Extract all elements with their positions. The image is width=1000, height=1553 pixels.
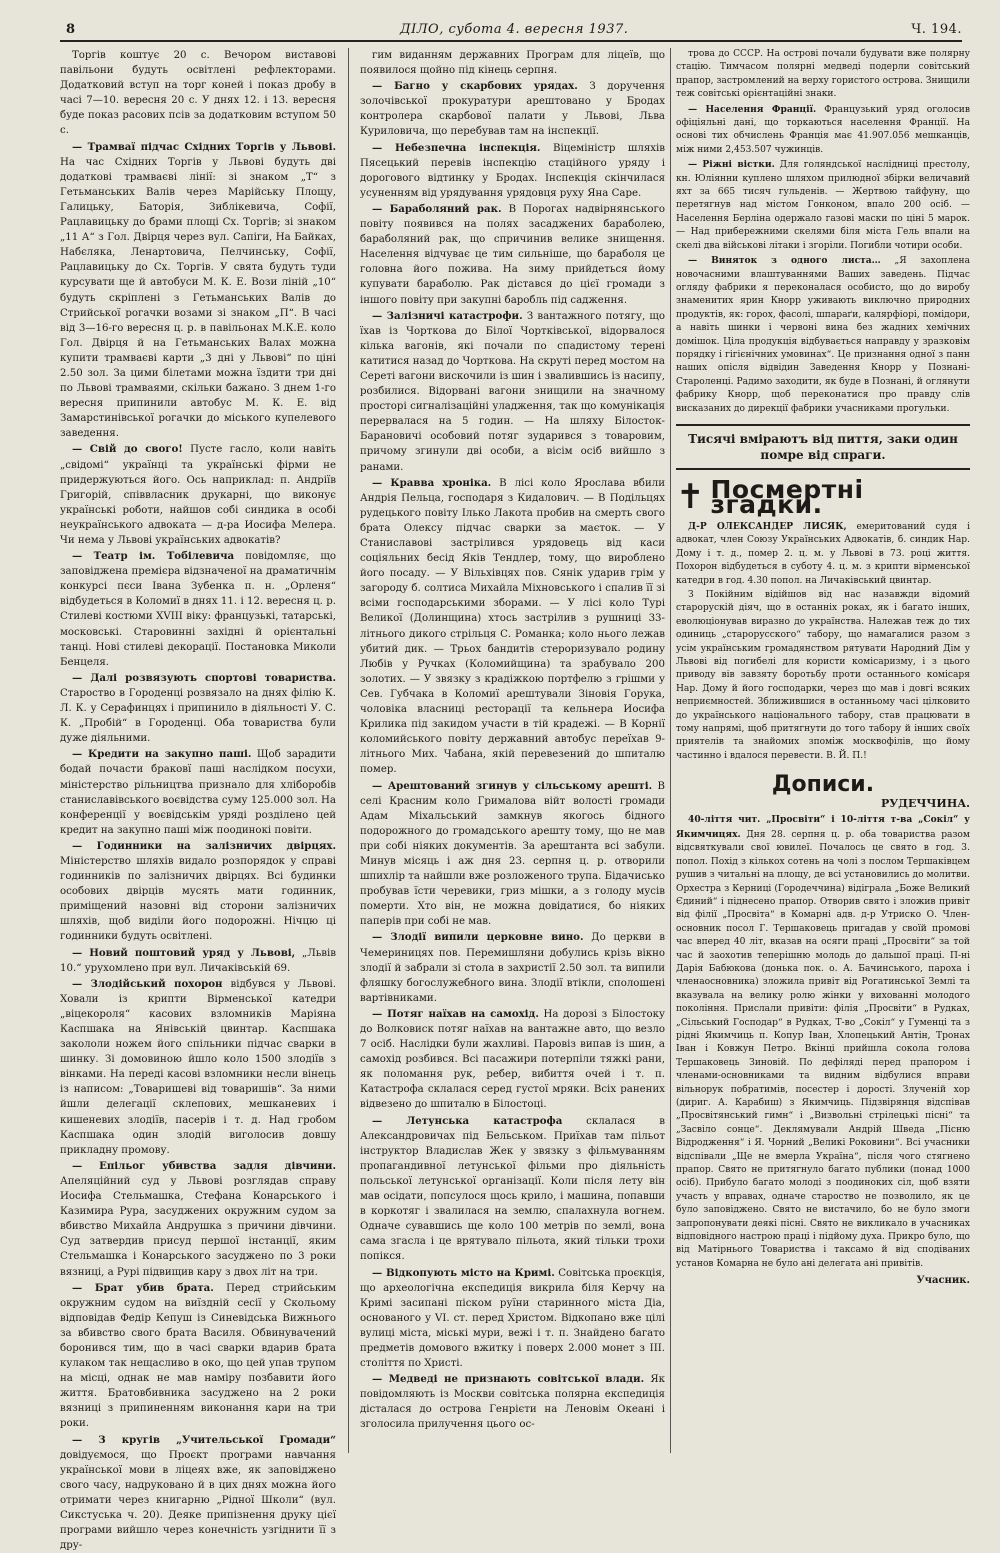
obituary-text bbox=[676, 520, 970, 763]
article-text: „Я захоплена новочасними влаштуваннями Ваших заведень. Підчас огляду фабрики я переконалася особисто, що до виробу знаменитих ярин Кнорр уживають виключно природних продуктів, як: горох, фасолі, шпараґи, калярфіорі, помідори, а навіть шинки і червоні вина без жадних хемічних домішок. Ціла продукція відбувається направду у зразковім порядку і гігієнічних умовинах“. Це признання одної з панн наших опісля відвідин Заведення Кнорр у Познані-Староленці. Радимо заходити, як буде в Познані, й оглянути фабрику Кнорр, щоб переконатися про правду слів висказаних до дирекції фабрики учасниками прогульки. bbox=[676, 256, 970, 414]
cross-icon: ✝ bbox=[676, 476, 705, 517]
article-text: До церкви в Чемериницях пов. Перемишляни добулись крізь вікно злодії й забрали зі стола в захристії 2.50 зол. та випили фляшку богослужебного вина. Злодії втікли, сполошені вартівниками. bbox=[360, 932, 665, 1004]
article-paragraph bbox=[60, 977, 336, 1158]
page-number: 8 bbox=[66, 22, 76, 37]
article-heading: — Арештований згинув у сільському арешті. bbox=[372, 779, 653, 792]
article-text: Апеляційний суд у Львові розглядав справу Иосифа Стельмашка, Стефана Конарського і Казимира Рура, засуджених окружним судом за вбивство Михайла Андрушка з причини дівчини. Суд затвердив присуд першої інстанції, яким Стельмашка і Конарського засуджено по 3 роки вязниці, а Рурі підвищив кару з двох літ на три. bbox=[60, 1175, 336, 1278]
article-heading: — Населення Франції. bbox=[688, 103, 817, 115]
header-rule bbox=[60, 40, 962, 42]
dispatch-body: Дня 28. серпня ц. р. оба товариства разом відсвяткували свої ювилеї. Почалось це свято в год. 3. попол. Похід з кількох сотень на чолі з послом Тершаківцем рушив з читальні на площу, де всі установились до молитви. Орхестра з Керниці (Городеччина) відіграла „Боже Великий Єдиний“ і піднесено прапор. Отворив свято і зложив привіт від філії „Просвіта“ в Комарні адв. д-р Утриско О. Член-основник посол Г. Тершаковець пригадав у своїй промові час вперед 40 літ, вказав на осяги праці „Просвіти“ за той час й заохотив теперішню молодь до дальшої праці. П-ні Дарія Бабюкова (донька пок. о. А. Бачинського, пароха і членаосновника) зложила привіт від Рогатинської Землі та вказувала на велику ролю жінки у вихованні молодого покоління. Прислали привіти: філія „Просвіти“ в Рудках, „Сільський Господар“ в Рудках, Т-во „Сокіл“ у Гуменці та з рідні Якимчиць п. Копур Іван, Хлопецький Антін, Тронах Іван і Ковжун Петро. Вкінці прийшла сокола голова Тершаковець Зиновій. По дефіляді перед прапором і членами-основниками та видним відбулися вправи вільнорук побратимів, посестер і дорості. Злученій хор (дириг. А. Карабиш) з Якимчиць. Підзвірянця відспівав „Просвітянський гимн“ і „Визвольні стрілецькі пісні“ та „Засвіло сонце“. Деклямували Андрій Шведа „Пісню Відродження“ і Я. Чорний „Великі Роковини“. Всі учасники відспівали „Ще не вмерла Україна“, після чого стягнено прапор. Свято не притягнуло багато публики (понад 1000 осіб). Прибуло багато молоді з поодиноких сіл, щоб взяти участь у вправах, одначе староство не позволило, як це було заповіджено. Свято не вистачило, бо не було змоги запропонувати деякі пісні. Свято не викликало в учасниках відповідного настрою праці і підйому духа. Прикро було, що від Матірнього Товариства і таксамо й від сподіваних установ Комарна не було ані делегата ані привітів. bbox=[676, 829, 970, 1269]
article-paragraph bbox=[360, 1007, 665, 1113]
article-paragraph bbox=[676, 103, 970, 158]
article-heading: — Медведі не признають совітської влади. bbox=[372, 1373, 645, 1386]
article-heading: — Брат убив брата. bbox=[72, 1281, 214, 1294]
obituary-header bbox=[676, 474, 970, 519]
article-text: Міністерство шляхів видало розпорядок у справі годинників по залізничих двірцях. Всі будинки особових двірців мусять мати годинник, приміщений назовні від сторони залізничих шляхів, щоб виділи його подорожні. Нічцю ці годинники будуть освітлені. bbox=[60, 855, 336, 943]
article-heading: — Відкопують місто на Кримі. bbox=[372, 1266, 555, 1279]
obituary-title: Посмертні згадки. bbox=[710, 474, 864, 519]
article-text: емеритований судя і адвокат, член Союзу Українських Адвокатів, б. синдик Нар. Дому і т. д., помер 2. ц. м. у Львові в 73. році життя. Похорон відбудеться в суботу 4. ц. м. з крипти вірменської катедри в год. 4.30 попол. на Личаківський цвинтар. bbox=[676, 521, 970, 586]
article-paragraph bbox=[360, 476, 665, 778]
article-paragraph bbox=[60, 140, 336, 442]
dispatch-lead: 40-ліття чит. „Просвіти“ і 10-ліття т-ва „Сокіл“ у Якимчицях. bbox=[676, 814, 970, 840]
article-paragraph bbox=[60, 1433, 336, 1553]
article-paragraph bbox=[60, 946, 336, 976]
article-heading: — Кредити на закупно паші. bbox=[72, 748, 252, 761]
article-paragraph bbox=[360, 202, 665, 308]
article-text: „Львів 10.“ урухомлено при вул. Личаківській 69. bbox=[60, 947, 336, 974]
article-paragraph bbox=[676, 589, 970, 763]
dispatch-text bbox=[676, 813, 970, 1271]
article-text: Перед стрийським окружним судом на виїздній сесії у Скольому відповідав Федір Кепуш із Синевідська Вижнього за вбивство свого брата Василя. Обвинувачений боронився тим, що в часі сварки вдарив брата кулаком так нещасливо в око, що цей упав трупом на місці, однак не мав наміру позбавити його життя. Братовбивника засуджено на 2 роки вязниці з припиненням виконання кари на три роки. bbox=[60, 1282, 336, 1430]
article-text: В Порогах надвірнянського повіту появився на полях засаджених бараболею, бараболяний рак, що спричинив велике знищення. Населення відчуває це тим сильніше, що бараболя це головна його пожива. На зиму прийдеться йому купувати бараболю. Рак дістався до цієї громади з іншого повіту при закупні баробль під садження. bbox=[360, 203, 665, 306]
article-heading: — Виняток з одного листа… bbox=[688, 255, 881, 267]
article-heading: — Кравва хроніка. bbox=[372, 476, 492, 489]
article-text: Віцеміністр шляхів Пясецький перевів інспекцію стаційного уряду і дорогового відтинку у Бродах. Інспекція скінчилася усуненням від урядування урядовця руху Яна Саре. bbox=[360, 142, 665, 199]
article-text: Староство в Городенці розвязало на днях філію К. Л. К. у Серафинцях і припинило в діяльності У. С. К. „Пробій“ в Городенці. Оба товариства були дуже діяльними. bbox=[60, 687, 336, 745]
article-text: З доручення золочівської прокуратури арештовано у Бродах контролера скарбової палати у Львові, Льва Куриловича, що перебував там на інспекції. bbox=[360, 81, 665, 138]
article-paragraph bbox=[60, 747, 336, 838]
article-text: В селі Красним коло Грималова війт волості громади Адам Міхальський замкнув якогось бідного подорожного до громадського арешту тому, що не мав при собі ніяких документів. За арештанта всі забули. Минув місяць і аж дня 23. серпня ц. р. отворили шпихлір та найшли вже розложеного трупа. Бідачисько пробував їсти черевики, гриз мішки, а з голоду мусів померти. Хто він, не можна довідатися, бо ніяких паперів при собі не мав. bbox=[360, 780, 665, 928]
article-text: Щоб зарадити бодай почасти браковї паші наслідком посухи, міністерство рільництва признало для хліборобів станиславівського воєвідства суму 125.000 зол. На конференції у воєвідськім уряді розділено цей кредит на закупно паші між поодинокі повіти. bbox=[60, 749, 336, 836]
article-heading: — З кругів „Учительської Громади“ bbox=[72, 1433, 336, 1446]
article-paragraph bbox=[60, 549, 336, 670]
column-3 bbox=[676, 48, 970, 1463]
section-title-dopysy: Дописи. bbox=[771, 772, 875, 798]
article-text: відбувся у Львові. Ховали із крипти Вірменської катедри „віцекороля“ касових взломників Маріяна Каспшака на Янівській цвинтар. Каспшака закололи ножем його спільники підчас сварки в шинку. Зі домовиною йшло коло 1500 злодіїв з вінками. На переді касові взломники несли вінець із написом: „Товаришеві від товаришів“. За ними йшли делегації склепових, мешканевих і кишеневих злодіїв, пасерів і т. д. Над гробом Каспшака один злодій виголосив довшу прикладну промову. bbox=[60, 978, 336, 1156]
news-items bbox=[676, 48, 970, 416]
column-2 bbox=[360, 48, 665, 1458]
article-heading: — Небезпечна інспекція. bbox=[372, 141, 541, 154]
column-divider bbox=[670, 48, 671, 1453]
article-text: З Покійним відійшов від нас назавжди відомий старорускій діяч, що в останніх роках, як і багато інших, еволюціонував виразно до українства. Належав теж до тих одиниць „старорусского“ табору, що намагалися разом з усім українським громадянством рятувати Народний Дім у Львові від погибелі для користи комісаризму, і з цього приводу вів завзяту боротьбу проти останнього комісаря Нар. Дому й його господарки, через що мав і довгі всяких неприємностей. Зближившися в останньому часі цілковито до українського національного табору, став працювати в тому напрямі, щоб притягнути до того табору й інших своїх приятелів та знайомих зпоміж москвофілів, що йому частинно і вдалося перевести. В. Й. П.! bbox=[676, 590, 970, 761]
article-heading: — Злодії випили церковне вино. bbox=[372, 931, 584, 944]
article-paragraph bbox=[360, 141, 665, 201]
article-text: повідомляє, що заповіджена премієра відзначеної на драматичнім конкурсі пєси Івана Зубенка п. н. „Орленя“ відбудеться в Коломиї в днях 11. і 12. вересня ц. р. Стилеві костюми XVIII віку: французькі, татарські, московські. Старовинні західні й орієнтальні танці. Нові стилеві декорації. Постановка Миколи Бенцеля. bbox=[60, 551, 336, 668]
article-paragraph bbox=[676, 48, 970, 102]
article-text: довідуємося, що Проєкт програми навчання української мови в ліцеях вже, як заповіджено свого часу, надруковано й в цих днях можна його отримати через книгарню „Рідної Школи“ (вул. Сикстуська ч. 20). Деяке припізнення друку цієї програми вийшло через конечність узгіднити її з дру- bbox=[60, 1449, 336, 1552]
article-text: На дорозі з Білостоку до Волковиск потяг наїхав на вантажне авто, що везло 7 осіб. Наслідки були жахливі. Паровіз випав із шин, а самохід розбився. Всі пасажири потерпіли тяжкі рани, як поломання рук, ребер, вибиття очей і т. п. Катастрофа склалася серед густої мряки. Всіх ранених відвезено до шпиталю в Білостоці. bbox=[360, 1008, 666, 1111]
article-heading: — Годинники на залізничих двірцях. bbox=[72, 839, 336, 852]
article-paragraph bbox=[360, 79, 665, 139]
article-heading: — Багно у скарбових урядах. bbox=[372, 80, 578, 93]
article-paragraph bbox=[360, 930, 665, 1005]
article-text: склалася в Александровичах під Бельськом. Приїхав там пільот інструктор Владислав Жек у звязку з фільмуванням пропагандивної летунської фільми про діяльність польської летунської організації. Коли після лету він мав осідати, попсулося щось крило, і машина, попавши в коркотяг і звалилася на землю, спалахнула вогнем. Одначе сувавшись ще коло 100 метрів по землі, вона сама згасла і це врятувало пільота, який тільки трохи попікся. bbox=[360, 1115, 666, 1263]
issue-number: Ч. 194. bbox=[911, 22, 962, 37]
article-heading: — Бараболяний рак. bbox=[372, 202, 502, 215]
article-text: В лісі коло Ярослава вбили Андрія Пельца, господаря з Кидалович. — В Подільцях рудецького повіту Ілько Лакота пробив на смерть свого брата Олексу підчас сварки за маєток. — У Станиславові застрілився урядовець від каси соціяльних бесід Яків Тендлер, тому, що вироблено його посаду. — У Вільхівцях пов. Сянік ударив грім у загороду б. солтиса Михайла Міхновського і спалив її зі всіми господарськими зборами. — У лісі коло Турі Великої (Долинщина) хтось застрілив з рушниці 33-літнього дикого стрільця С. Романка; коло нього лежав убитий дик. — Трьох бандитів стероризувало родину Любів у Ручках (Коломийщина) та зрабувало 200 золотих. — У звязку з крадіжкою портфелю з грішми у Сев. Губчака в Коломиї арештували Зіновія Горука, чоловіка власниці ресторації та кельнера Иосифа Крилика під закидом участи в тій крадежі. — В Корнії коломийського повіту державний автобус переїхав 9-літнього Мих. Чабана, якій перевезений до шпиталю помер. bbox=[360, 477, 665, 776]
article-paragraph bbox=[360, 1266, 665, 1372]
dispatch-signature: Учасник. bbox=[916, 1275, 970, 1287]
article-text: гим виданням державних Програм для ліцеїв, що появилося щойно під кінець серпня. bbox=[360, 50, 665, 77]
article-heading: — Потяг наїхав на самохід. bbox=[372, 1007, 539, 1020]
article-paragraph bbox=[60, 442, 336, 548]
article-text: трова до СССР. На острові почали будувати вже полярну стацію. Тимчасом полярні медведі подерли совітський прапор, застромлений на верху гористого острова. Знищили теж совітські орієнтаційні знаки. bbox=[676, 49, 970, 100]
article-paragraph bbox=[676, 254, 970, 416]
article-heading: — Залізничі катастрофи. bbox=[372, 309, 523, 322]
article-paragraph bbox=[360, 1372, 665, 1432]
article-text: Французький уряд оголосив офіціяльні дані, що торкаються населення Франції. На основі тих обчислень Франція має 41.907.056 мешканців, між ними 2,453.507 чужинців. bbox=[676, 104, 970, 155]
ad-box: Тисячі вміраютъ від пиття, заки один помре від спраги. bbox=[676, 424, 970, 470]
article-text: З вантажного потягу, що їхав із Чорткова до Білої Чортківської, відорвалося кілька вагонів, які почали по спадистому терені катитися назад до Чорткова. На скруті перед мостом на Сереті вагони вискочили із шин і звалившись із насипу, розбилися. Відорвані вагони знищили на значному просторі сигналізаційні уладження, так що комунікація перервалася на 5 годин. — На шляху Білосток-Барановичі особовий потяг зударився з товаровим, причому згинули дві особи, а вісім осіб вийшло з ранами. bbox=[360, 310, 665, 473]
article-heading: — Свій до свого! bbox=[72, 443, 183, 456]
column-1 bbox=[60, 48, 336, 1552]
masthead-date: ДІЛО, субота 4. вересня 1937. bbox=[400, 22, 629, 37]
article-heading: Д-Р ОЛЕКСАНДЕР ЛИСЯК, bbox=[688, 520, 847, 532]
article-text: На час Східних Торгів у Львові будуть дві додаткові трамваєві лінії: зі знаком „Т“ з Гетьманських Валів через Марійську Площу, Галицьку, Баторія, Зиблікевича, Софії, Рацлавицьку до брами площі Сх. Торгів; зі знаком „11 А“ з Гол. Двірця через вул. Сапіги, На Байках, Набєляка, Ленартовича, Пелчинську, Софії, Рацлавицьку до Сх. Торгів. У свята будуть туди курсувати ще й автобуси М. К. Е. Вози ліній „10“ будуть скріплені з Гетьманських Валів до Стрийської рогачки возами зі знаком „П“. В часі від 3—16-го вересня ц. р. в павільонах М.К.Е. коло Гол. Двірця й на Гетьманських Валах можна купити трамваєві карти „3 дні у Львові“ по ціні 2.50 зол. За цими білетами можна їздити три дні по Львові трамваями, скільки бажано. З днем 1-го вересня припинили автобус М. К. Е. від Замарстинівської рогачки до міського купелевого заведення. bbox=[60, 156, 336, 440]
article-heading: — Новий поштовий уряд у Львові, bbox=[72, 946, 296, 959]
article-heading: — Далі розвязують спортові товариства. bbox=[72, 671, 336, 684]
article-text: Пусте гасло, коли навіть „свідомі“ українці та українські фірми не придержуються його. Ось наприклад: п. Андріїв Григорій, співвласник друкарні, що виконує українські роботи, найшов собі синдика в особі неукраїнського адвоката — д-ра Иосифа Мелера. Чи нема у Львові українських адвокатів? bbox=[60, 444, 336, 546]
article-heading: — Трамваї підчас Східних Торгів у Львові. bbox=[72, 140, 336, 153]
article-paragraph bbox=[360, 1114, 665, 1265]
article-paragraph bbox=[60, 839, 336, 945]
article-paragraph bbox=[60, 48, 336, 139]
article-text: Торгів коштує 20 с. Вечором виставові павільони будуть освітлені рефлекторами. Додатковий вступ на торг коней і показ дробу в часі 7—10. вересня 20 с. У днях 12. і 13. вересня буде показ расових псів за додатковим вступом 50 с. bbox=[60, 50, 336, 137]
article-paragraph bbox=[676, 158, 970, 253]
article-text: Для голяндської наслідниці престолу, кн. Юліянни куплено шляхом прилюдної збірки величавий яхт за 665 тисяч гульденів. — Жертвою тайфуну, що перетягнув над містом Гонконом, впало 200 осіб. — Населення Берліна одержало газові маски по ціні 5 марок. — Над прибережними скелями біля міста Гель впали на скелі два військові літаки і згоріли. Погибли чотири особи. bbox=[676, 160, 970, 251]
article-paragraph bbox=[60, 671, 336, 746]
article-heading: — Епільог убивства задля дівчини. bbox=[72, 1159, 336, 1172]
article-paragraph bbox=[60, 1281, 336, 1432]
article-paragraph bbox=[60, 1159, 336, 1280]
article-heading: — Театр ім. Тобілевича bbox=[72, 550, 235, 563]
article-heading: — Злодійський похорон bbox=[72, 977, 223, 990]
article-paragraph bbox=[360, 48, 665, 78]
article-paragraph bbox=[360, 779, 665, 930]
article-text: Як повідомляють із Москви совітська полярна експедиція дісталася до острова Генрієти на Леновім Океані і зголосила прилучення цього ос- bbox=[360, 1374, 665, 1431]
dispatch-place: РУДЕЧЧИНА. bbox=[880, 797, 970, 811]
column-divider bbox=[348, 48, 349, 1453]
article-heading: — Ріжні вістки. bbox=[688, 159, 775, 171]
article-text: Совітська проєкція, що археологічна експедиція викрила біля Керчу на Кримі засипані піском руїни старинного міста Діа, основаного у VI. ст. перед Христом. Відкопано вже цілі вулиці міста, міські мури, вежі і т. п. Знайдено багато предметів домового вжитку і поверх 2.000 монет з III. століття по Христі. bbox=[360, 1267, 665, 1370]
article-paragraph bbox=[360, 309, 665, 475]
page-header bbox=[60, 18, 962, 40]
article-paragraph bbox=[676, 520, 970, 588]
article-heading: — Летунська катастрофа bbox=[372, 1114, 563, 1127]
